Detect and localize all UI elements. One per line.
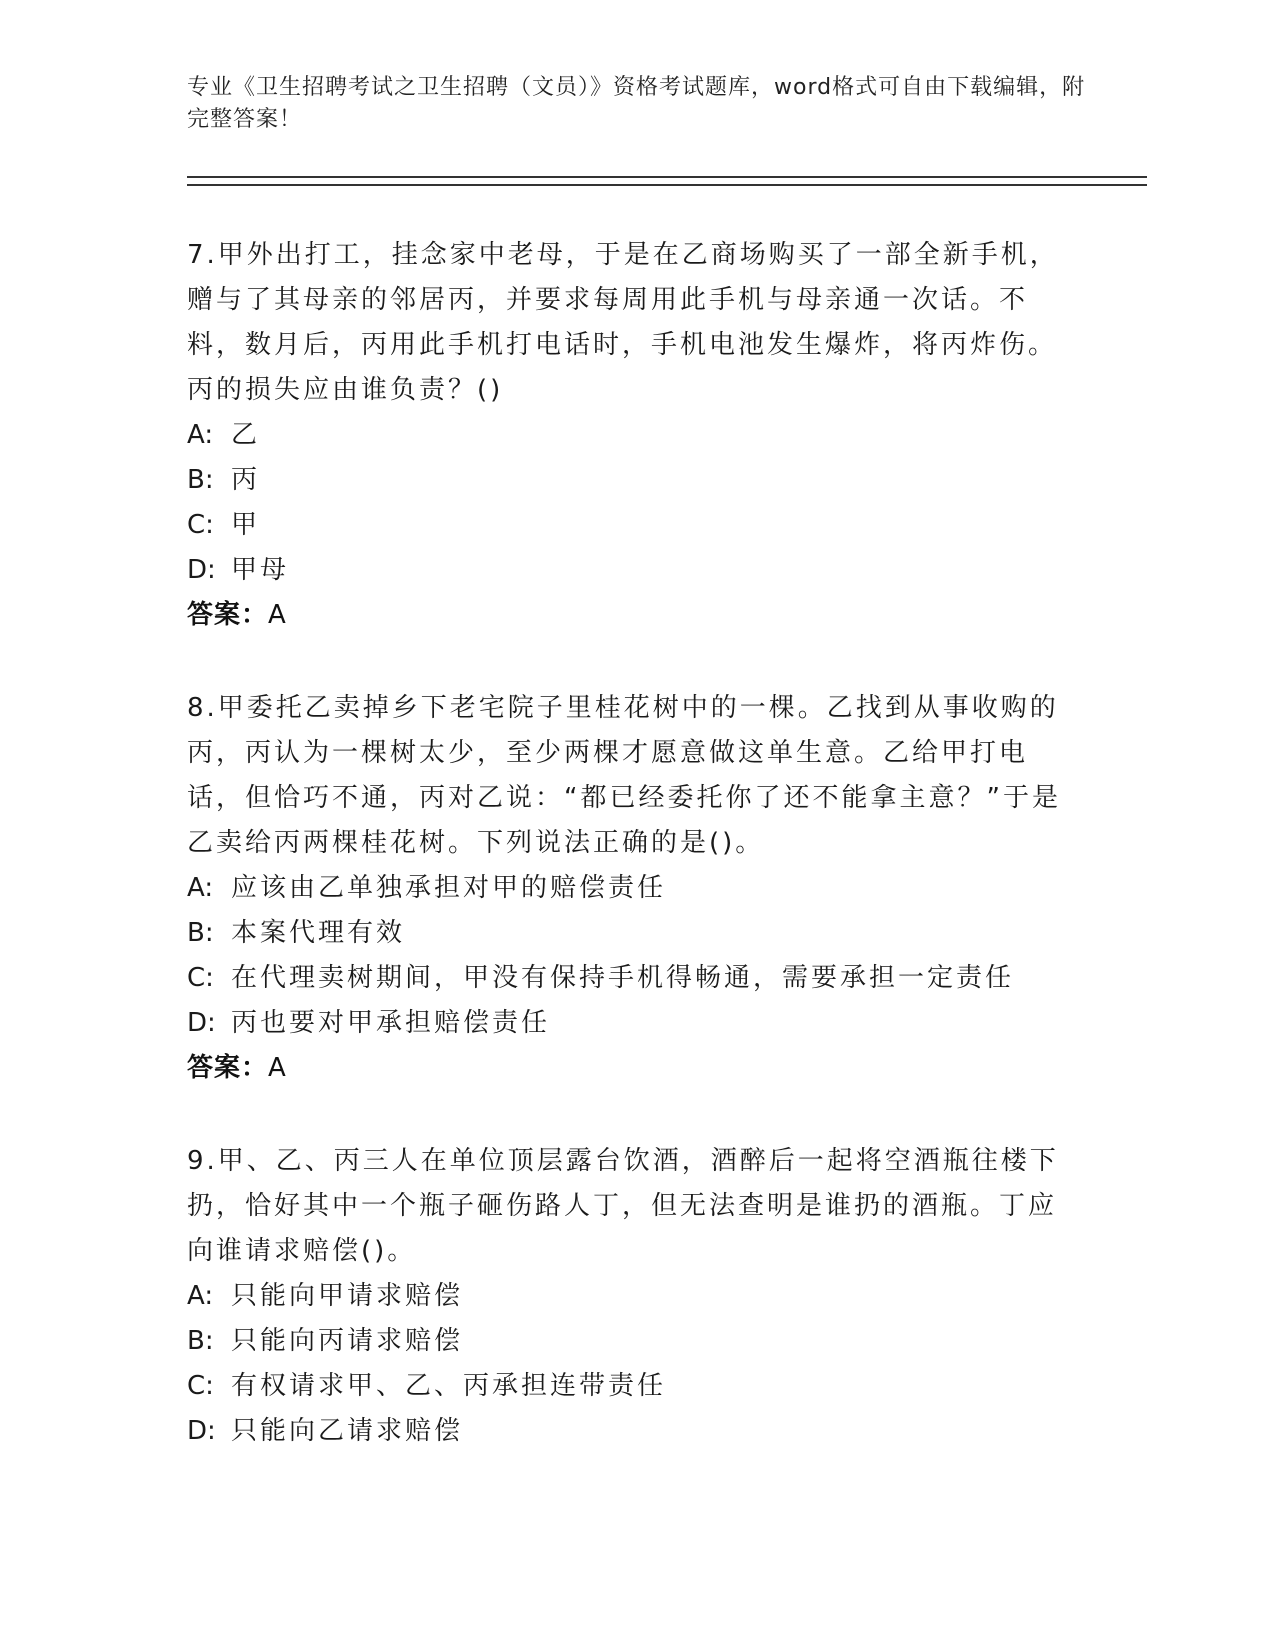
- option-key: D:: [187, 555, 216, 585]
- option-b: [187, 911, 1067, 956]
- option-c: [187, 503, 1067, 548]
- answer-line: [187, 593, 1067, 638]
- option-a: [187, 413, 1067, 458]
- option-text: 丙也要对甲承担赔偿责任: [231, 1008, 551, 1038]
- option-c: [187, 1364, 1067, 1409]
- option-key: B:: [187, 465, 214, 495]
- option-text: 甲母: [231, 555, 290, 585]
- option-key: D:: [187, 1416, 216, 1446]
- option-text: 只能向丙请求赔偿: [231, 1326, 464, 1356]
- option-d: [187, 1001, 1067, 1046]
- question-7: [187, 233, 1067, 638]
- option-b: [187, 1319, 1067, 1364]
- answer-label: 答案：: [187, 600, 269, 630]
- question-8: [187, 686, 1067, 1091]
- option-key: A:: [187, 873, 214, 903]
- option-key: C:: [187, 510, 214, 540]
- option-text: 在代理卖树期间，甲没有保持手机得畅通，需要承担一定责任: [231, 963, 1015, 993]
- option-text: 只能向乙请求赔偿: [231, 1416, 464, 1446]
- option-b: [187, 458, 1067, 503]
- header-divider: [187, 176, 1147, 186]
- option-d: [187, 548, 1067, 593]
- option-key: A:: [187, 420, 214, 450]
- option-text: 甲: [231, 510, 261, 540]
- option-text: 丙: [231, 465, 261, 495]
- option-text: 只能向甲请求赔偿: [231, 1281, 464, 1311]
- option-c: [187, 956, 1067, 1001]
- option-key: B:: [187, 1326, 214, 1356]
- option-text: 应该由乙单独承担对甲的赔偿责任: [231, 873, 667, 903]
- option-text: 有权请求甲、乙、丙承担连带责任: [231, 1371, 667, 1401]
- question-stem: 7.甲外出打工，挂念家中老母，于是在乙商场购买了一部全新手机，赠与了其母亲的邻居丙，并要求每周用此手机与母亲通一次话。不料，数月后，丙用此手机打电话时，手机电池发生爆炸，将丙炸伤。丙的损失应由谁负责？(): [187, 240, 1059, 405]
- answer-line: [187, 1046, 1067, 1091]
- option-text: 乙: [231, 420, 261, 450]
- question-9: [187, 1139, 1067, 1454]
- option-key: C:: [187, 1371, 214, 1401]
- answer-value: A: [268, 1053, 287, 1083]
- option-key: A:: [187, 1281, 214, 1311]
- answer-value: A: [268, 600, 287, 630]
- option-a: [187, 866, 1067, 911]
- question-stem: 8.甲委托乙卖掉乡下老宅院子里桂花树中的一棵。乙找到从事收购的丙，丙认为一棵树太少，至少两棵才愿意做这单生意。乙给甲打电话，但恰巧不通，丙对乙说：“都已经委托你了还不能拿主意？”于是乙卖给丙两棵桂花树。下列说法正确的是()。: [187, 693, 1061, 858]
- option-a: [187, 1274, 1067, 1319]
- document-header: 专业《卫生招聘考试之卫生招聘（文员）》资格考试题库，word格式可自由下载编辑，附完整答案！: [187, 75, 1086, 132]
- option-key: C:: [187, 963, 214, 993]
- question-stem: 9.甲、乙、丙三人在单位顶层露台饮酒，酒醉后一起将空酒瓶往楼下扔，恰好其中一个瓶子砸伤路人丁，但无法查明是谁扔的酒瓶。丁应向谁请求赔偿()。: [187, 1146, 1059, 1266]
- option-key: D:: [187, 1008, 216, 1038]
- option-key: B:: [187, 918, 214, 948]
- option-text: 本案代理有效: [231, 918, 406, 948]
- option-d: [187, 1409, 1067, 1454]
- answer-label: 答案：: [187, 1053, 269, 1083]
